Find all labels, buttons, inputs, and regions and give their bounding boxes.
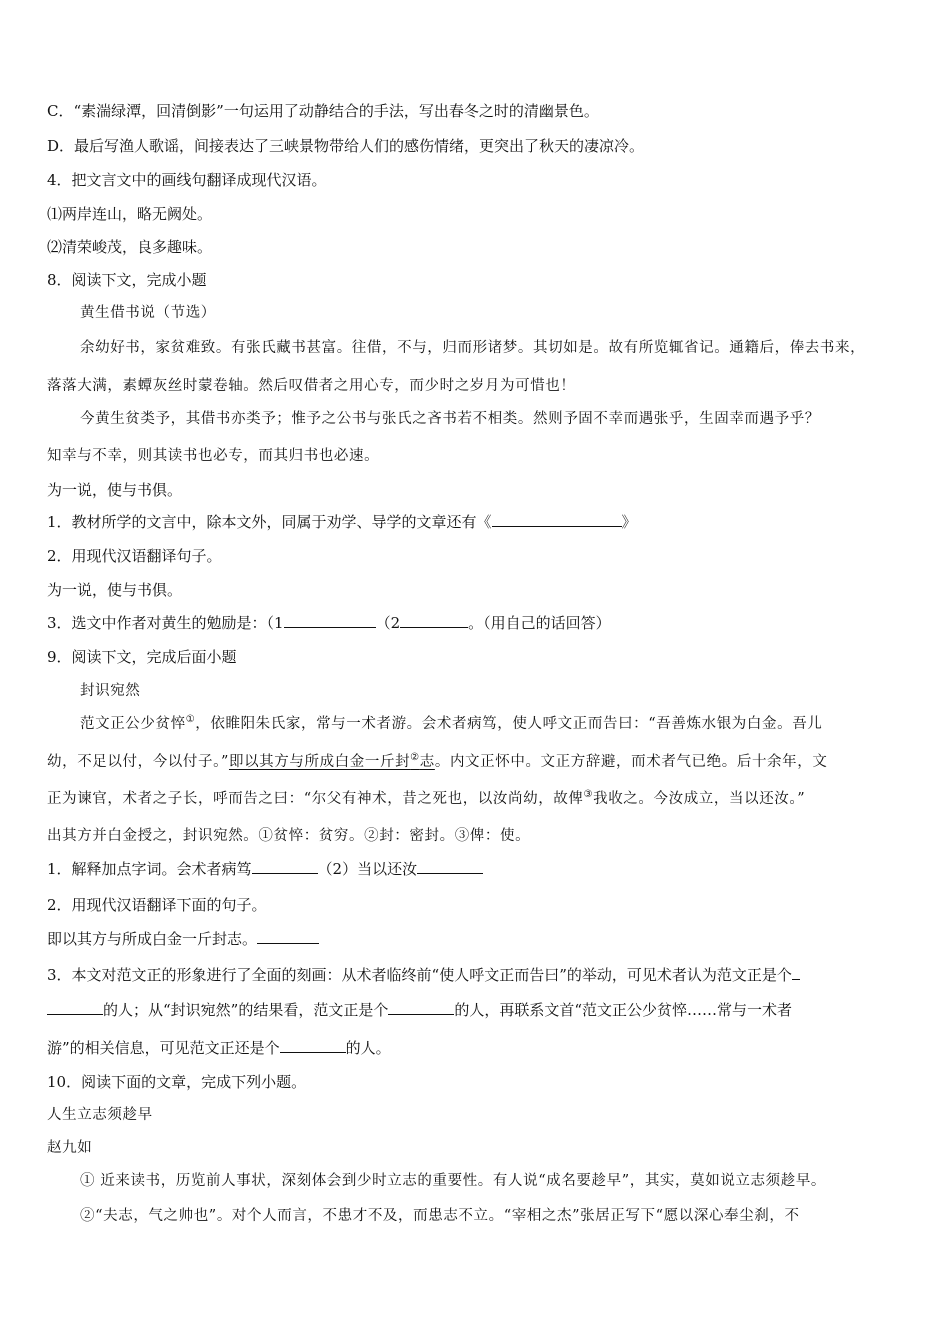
question-text: 1．解释加点字词。会术者病笃 — [47, 860, 252, 878]
text-run: 志 — [419, 754, 435, 770]
answer-blank[interactable] — [792, 965, 800, 980]
answer-blank[interactable] — [280, 1038, 346, 1053]
question-text: 的人，再联系文首“范文正公少贫悴……常与一术者 — [454, 1001, 793, 1019]
passage-paragraph-line — [47, 789, 805, 809]
answer-blank[interactable] — [417, 859, 483, 874]
article-paragraph-2: ②“夫志，气之帅也”。对个人而言，不患才不及，而患志不立。“宰相之杰”张居正写下“愿以深心奉尘刹，不 — [80, 1208, 800, 1224]
question-9-2-sentence — [47, 929, 319, 949]
article-title: 人生立志须趁早 — [47, 1107, 153, 1123]
question-4: 4．把文言文中的画线句翻译成现代汉语。 — [47, 171, 327, 189]
question-text: 》 — [621, 513, 637, 531]
question-8-2: 2．用现代汉语翻译句子。 — [47, 547, 222, 565]
passage-title-huangsheng: 黄生借书说（节选） — [80, 305, 216, 321]
text-run: 即以其方与所成白金一斤封 — [228, 754, 411, 770]
text-run: 幼，不足以付，今以付子。” — [47, 754, 229, 770]
text-run: 范文正公少贫悴 — [80, 716, 186, 732]
question-text: 的人；从“封识宛然”的结果看，范文正是个 — [103, 1001, 389, 1019]
question-9-2: 2．用现代汉语翻译下面的句子。 — [47, 896, 267, 914]
answer-blank[interactable] — [252, 859, 318, 874]
passage-notes-line: 出其方并白金授之，封识宛然。①贫悴：贫穷。②封：密封。③俾：使。 — [47, 828, 531, 844]
question-9-3-cont — [47, 1038, 391, 1058]
question-4-item-1: ⑴两岸连山，略无阙处。 — [47, 205, 213, 223]
question-text: 1．教材所学的文言中，除本文外，同属于劝学、导学的文章还有《 — [47, 513, 492, 531]
answer-blank[interactable] — [388, 1000, 454, 1015]
question-4-item-2: ⑵清荣峻茂，良多趣味。 — [47, 238, 213, 256]
passage-paragraph-line: 落落大满，素蟫灰丝时蒙卷轴。然后叹借者之用心专，而少时之岁月为可惜也！ — [47, 378, 576, 394]
passage-paragraph-line: 余幼好书，家贫难致。有张氏藏书甚富。往借，不与，归而形诸梦。其切如是。故有所览辄省记。通籍后，俸去书来， — [80, 340, 866, 356]
question-text: （2）当以还汝 — [317, 860, 418, 878]
footnote-marker: ③ — [583, 789, 594, 801]
question-9-3-cont — [47, 1000, 792, 1020]
text-run: 。内文正怀中。文正方辞避，而术者气已绝。后十余年，文 — [434, 754, 828, 770]
question-10: 10．阅读下面的文章，完成下列小题。 — [47, 1073, 307, 1091]
question-text: （2 — [375, 614, 401, 632]
question-text: 3．选文中作者对黄生的勉励是：（1 — [47, 614, 284, 632]
passage-paragraph-line — [47, 752, 827, 772]
question-text: 3．本文对范文正的形象进行了全面的刻画：从术者临终前“使人呼文正而告曰”的举动，可见术者认为范文正是个 — [47, 966, 792, 984]
option-c: C．“素湍绿潭，回清倒影”一句运用了动静结合的手法，写出春冬之时的清幽景色。 — [47, 102, 599, 120]
article-author: 赵九如 — [47, 1140, 93, 1156]
footnote-marker: ① — [185, 714, 196, 726]
passage-quote-line: 为一说，使与书俱。 — [47, 481, 183, 499]
question-9-1 — [47, 859, 483, 879]
text-run: ，依睢阳朱氏家，常与一术者游。会术者病笃，使人呼文正而告曰：“吾善炼水银为白金。吾儿 — [195, 716, 823, 732]
underlined-sentence — [229, 754, 435, 770]
answer-blank[interactable] — [400, 613, 468, 628]
question-9: 9．阅读下文，完成后面小题 — [47, 648, 237, 666]
passage-paragraph-line: 知幸与不幸，则其读书也必专，而其归书也必速。 — [47, 448, 380, 464]
question-text: 。（用自己的话回答） — [468, 614, 611, 632]
option-d: D．最后写渔人歌谣，间接表达了三峡景物带给人们的感伤情绪，更突出了秋天的凄凉冷。 — [47, 137, 645, 155]
text-run: 正为谏官，术者之子长，呼而告之曰：“尔父有神术，昔之死也，以汝尚幼，故俾 — [47, 791, 584, 807]
text-run: 我收之。今汝成立，当以还汝。” — [593, 791, 806, 807]
question-text: 游”的相关信息，可见范文正还是个 — [47, 1039, 280, 1057]
answer-blank[interactable] — [257, 929, 319, 944]
passage-paragraph-line — [80, 714, 822, 734]
question-8-3 — [47, 613, 611, 633]
question-8: 8．阅读下文，完成小题 — [47, 271, 207, 289]
answer-blank[interactable] — [47, 1000, 103, 1015]
article-paragraph-1: ① 近来读书，历览前人事状，深刻体会到少时立志的重要性。有人说“成名要趁早”，其实，莫如说立志须趁早。 — [80, 1173, 827, 1189]
passage-paragraph-line: 今黄生贫类予，其借书亦类予；惟予之公书与张氏之吝书若不相类。然则予固不幸而遇张乎，生固幸而遇予乎？ — [80, 411, 820, 427]
footnote-marker: ② — [410, 752, 420, 764]
question-9-3 — [47, 965, 800, 985]
answer-blank[interactable] — [284, 613, 376, 628]
answer-blank[interactable] — [492, 512, 622, 527]
passage-title-fengshi: 封识宛然 — [80, 683, 141, 699]
question-text: 即以其方与所成白金一斤封志。 — [47, 930, 258, 948]
question-text: 的人。 — [345, 1039, 391, 1057]
question-8-2-sentence: 为一说，使与书俱。 — [47, 581, 183, 599]
question-8-1 — [47, 512, 637, 532]
